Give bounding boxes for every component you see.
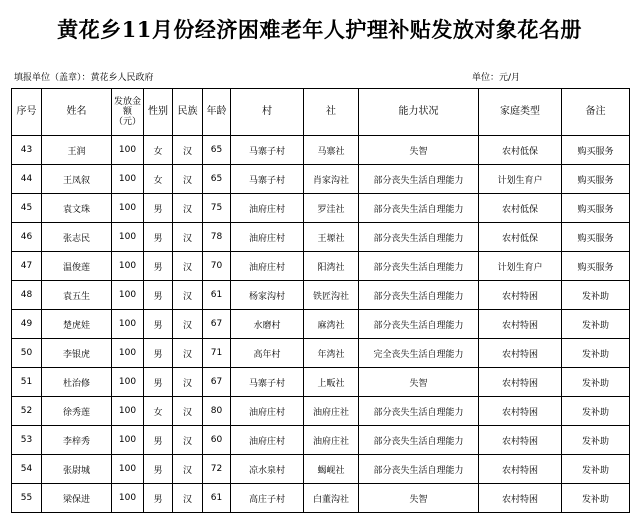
ability-cell: 失智: [359, 368, 479, 397]
gender-cell: 男: [144, 223, 173, 252]
gender-cell: 男: [144, 310, 173, 339]
index-cell: 52: [12, 397, 42, 426]
name-cell: 李梓秀: [42, 426, 112, 455]
community-cell: 年湾社: [304, 339, 359, 368]
household-type-cell: 计划生育户: [479, 165, 562, 194]
index-cell: 45: [12, 194, 42, 223]
remarks-cell: 发补助: [562, 397, 630, 426]
ability-cell: 部分丧失生活自理能力: [359, 426, 479, 455]
age-cell: 67: [203, 310, 231, 339]
name-cell: 张志民: [42, 223, 112, 252]
table-row: [12, 339, 630, 368]
roster-table: [11, 88, 630, 513]
ability-cell: 部分丧失生活自理能力: [359, 455, 479, 484]
age-cell: 80: [203, 397, 231, 426]
amount-cell: 100: [112, 339, 144, 368]
index-cell: 43: [12, 136, 42, 165]
table-header-row: [12, 89, 630, 136]
table-row: [12, 252, 630, 281]
ability-cell: 部分丧失生活自理能力: [359, 281, 479, 310]
amount-cell: 100: [112, 194, 144, 223]
name-cell: 楚虎娃: [42, 310, 112, 339]
ability-cell: 部分丧失生活自理能力: [359, 252, 479, 281]
remarks-cell: 购买服务: [562, 252, 630, 281]
age-cell: 78: [203, 223, 231, 252]
amount-cell: 100: [112, 484, 144, 513]
index-cell: 46: [12, 223, 42, 252]
table-row: [12, 136, 630, 165]
age-cell: 65: [203, 136, 231, 165]
age-cell: 61: [203, 484, 231, 513]
col-header-age: 年龄: [203, 89, 231, 136]
community-cell: 麻湾社: [304, 310, 359, 339]
age-cell: 65: [203, 165, 231, 194]
age-cell: 71: [203, 339, 231, 368]
community-cell: 铁匠沟社: [304, 281, 359, 310]
remarks-cell: 发补助: [562, 368, 630, 397]
amount-cell: 100: [112, 310, 144, 339]
index-cell: 48: [12, 281, 42, 310]
gender-cell: 男: [144, 455, 173, 484]
amount-cell: 100: [112, 397, 144, 426]
col-header-name: 姓名: [42, 89, 112, 136]
ethnicity-cell: 汉: [173, 339, 203, 368]
table-row: [12, 455, 630, 484]
ethnicity-cell: 汉: [173, 252, 203, 281]
village-cell: 杨家沟村: [231, 281, 304, 310]
ethnicity-cell: 汉: [173, 165, 203, 194]
index-cell: 53: [12, 426, 42, 455]
index-cell: 44: [12, 165, 42, 194]
table-row: [12, 194, 630, 223]
amount-cell: 100: [112, 223, 144, 252]
village-cell: 油府庄村: [231, 426, 304, 455]
community-cell: 油府庄社: [304, 426, 359, 455]
name-cell: 杜治修: [42, 368, 112, 397]
filing-unit: 填报单位（盖章）：黄花乡人民政府: [14, 73, 154, 83]
gender-cell: 女: [144, 397, 173, 426]
name-cell: 梁保进: [42, 484, 112, 513]
ethnicity-cell: 汉: [173, 281, 203, 310]
col-header-village: 村: [231, 89, 304, 136]
ability-cell: 部分丧失生活自理能力: [359, 310, 479, 339]
village-cell: 油府庄村: [231, 194, 304, 223]
village-cell: 油府庄村: [231, 223, 304, 252]
remarks-cell: 购买服务: [562, 194, 630, 223]
age-cell: 60: [203, 426, 231, 455]
village-cell: 油府庄村: [231, 252, 304, 281]
household-type-cell: 农村特困: [479, 281, 562, 310]
ability-cell: 失智: [359, 136, 479, 165]
amount-cell: 100: [112, 252, 144, 281]
village-cell: 马寨子村: [231, 368, 304, 397]
amount-cell: 100: [112, 455, 144, 484]
ability-cell: 失智: [359, 484, 479, 513]
village-cell: 油府庄村: [231, 397, 304, 426]
col-header-amount: 发放金额（元）: [112, 89, 144, 136]
community-cell: 蝎岘社: [304, 455, 359, 484]
community-cell: 罗洼社: [304, 194, 359, 223]
index-cell: 49: [12, 310, 42, 339]
ethnicity-cell: 汉: [173, 310, 203, 339]
remarks-cell: 购买服务: [562, 165, 630, 194]
table-row: [12, 165, 630, 194]
col-header-gender: 性别: [144, 89, 173, 136]
name-cell: 温俊莲: [42, 252, 112, 281]
amount-cell: 100: [112, 136, 144, 165]
ethnicity-cell: 汉: [173, 397, 203, 426]
index-cell: 55: [12, 484, 42, 513]
ability-cell: 部分丧失生活自理能力: [359, 223, 479, 252]
village-cell: 水磨村: [231, 310, 304, 339]
amount-cell: 100: [112, 426, 144, 455]
village-cell: 马寨子村: [231, 136, 304, 165]
ethnicity-cell: 汉: [173, 426, 203, 455]
ability-cell: 部分丧失生活自理能力: [359, 397, 479, 426]
gender-cell: 女: [144, 165, 173, 194]
household-type-cell: 农村低保: [479, 223, 562, 252]
index-cell: 51: [12, 368, 42, 397]
ability-cell: 完全丧失生活自理能力: [359, 339, 479, 368]
amount-cell: 100: [112, 165, 144, 194]
age-cell: 75: [203, 194, 231, 223]
gender-cell: 男: [144, 281, 173, 310]
ethnicity-cell: 汉: [173, 194, 203, 223]
household-type-cell: 农村特困: [479, 368, 562, 397]
name-cell: 徐秀莲: [42, 397, 112, 426]
name-cell: 袁文珠: [42, 194, 112, 223]
col-header-ability: 能力状况: [359, 89, 479, 136]
remarks-cell: 发补助: [562, 310, 630, 339]
age-cell: 67: [203, 368, 231, 397]
gender-cell: 男: [144, 368, 173, 397]
name-cell: 袁五生: [42, 281, 112, 310]
table-row: [12, 223, 630, 252]
community-cell: 白董沟社: [304, 484, 359, 513]
name-cell: 张尉城: [42, 455, 112, 484]
village-cell: 凉水泉村: [231, 455, 304, 484]
remarks-cell: 购买服务: [562, 136, 630, 165]
col-header-household-type: 家庭类型: [479, 89, 562, 136]
household-type-cell: 计划生育户: [479, 252, 562, 281]
gender-cell: 男: [144, 252, 173, 281]
community-cell: 马寨社: [304, 136, 359, 165]
col-header-remarks: 备注: [562, 89, 630, 136]
remarks-cell: 发补助: [562, 339, 630, 368]
age-cell: 72: [203, 455, 231, 484]
village-cell: 高年村: [231, 339, 304, 368]
ethnicity-cell: 汉: [173, 223, 203, 252]
name-cell: 王凤叙: [42, 165, 112, 194]
col-header-ethnicity: 民族: [173, 89, 203, 136]
household-type-cell: 农村特困: [479, 339, 562, 368]
community-cell: 上畈社: [304, 368, 359, 397]
page-title: 黄花乡11月份经济困难老年人护理补贴发放对象花名册: [57, 17, 582, 42]
ability-cell: 部分丧失生活自理能力: [359, 165, 479, 194]
community-cell: 肖家沟社: [304, 165, 359, 194]
remarks-cell: 发补助: [562, 281, 630, 310]
remarks-cell: 发补助: [562, 426, 630, 455]
name-cell: 李银虎: [42, 339, 112, 368]
village-cell: 高庄子村: [231, 484, 304, 513]
remarks-cell: 发补助: [562, 484, 630, 513]
gender-cell: 女: [144, 136, 173, 165]
table-row: [12, 426, 630, 455]
ethnicity-cell: 汉: [173, 136, 203, 165]
unit-label: 单位：元/月: [472, 73, 521, 83]
age-cell: 61: [203, 281, 231, 310]
gender-cell: 男: [144, 426, 173, 455]
table-row: [12, 368, 630, 397]
household-type-cell: 农村低保: [479, 194, 562, 223]
col-header-community: 社: [304, 89, 359, 136]
index-cell: 50: [12, 339, 42, 368]
name-cell: 王润: [42, 136, 112, 165]
community-cell: 阳湾社: [304, 252, 359, 281]
community-cell: 油府庄社: [304, 397, 359, 426]
remarks-cell: 购买服务: [562, 223, 630, 252]
ethnicity-cell: 汉: [173, 455, 203, 484]
age-cell: 70: [203, 252, 231, 281]
gender-cell: 男: [144, 194, 173, 223]
table-row: [12, 484, 630, 513]
index-cell: 47: [12, 252, 42, 281]
index-cell: 54: [12, 455, 42, 484]
household-type-cell: 农村特困: [479, 310, 562, 339]
amount-cell: 100: [112, 281, 144, 310]
household-type-cell: 农村特困: [479, 397, 562, 426]
community-cell: 王塬社: [304, 223, 359, 252]
household-type-cell: 农村特困: [479, 455, 562, 484]
col-header-index: 序号: [12, 89, 42, 136]
ethnicity-cell: 汉: [173, 484, 203, 513]
gender-cell: 男: [144, 484, 173, 513]
village-cell: 马寨子村: [231, 165, 304, 194]
table-row: [12, 397, 630, 426]
ethnicity-cell: 汉: [173, 368, 203, 397]
remarks-cell: 发补助: [562, 455, 630, 484]
household-type-cell: 农村特困: [479, 426, 562, 455]
household-type-cell: 农村特困: [479, 484, 562, 513]
table-row: [12, 281, 630, 310]
amount-cell: 100: [112, 368, 144, 397]
table-row: [12, 310, 630, 339]
ability-cell: 部分丧失生活自理能力: [359, 194, 479, 223]
household-type-cell: 农村低保: [479, 136, 562, 165]
gender-cell: 男: [144, 339, 173, 368]
